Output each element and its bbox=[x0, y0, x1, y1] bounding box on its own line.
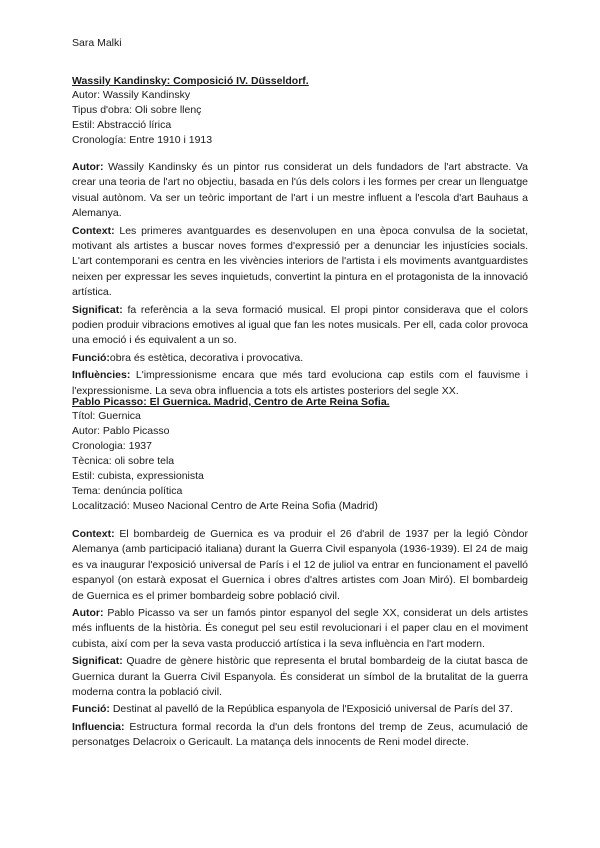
meta-style: Estil: cubista, expressionista bbox=[72, 470, 204, 482]
work-title: Wassily Kandinsky: Composició IV. Düsseldorf. bbox=[72, 75, 309, 87]
paragraph-meaning bbox=[72, 303, 528, 349]
label: Funció: bbox=[72, 351, 110, 364]
meta-theme: Tema: denúncia política bbox=[72, 485, 183, 497]
paragraph-meaning bbox=[72, 654, 528, 700]
meta-location: Localització: Museo Nacional Centro de Arte Reina Sofia (Madrid) bbox=[72, 500, 378, 512]
label: Autor: bbox=[72, 607, 104, 620]
meta-author: Autor: Wassily Kandinsky bbox=[72, 89, 191, 101]
section-kandinsky bbox=[72, 74, 528, 401]
section-picasso bbox=[72, 395, 528, 753]
paragraph-author bbox=[72, 160, 528, 222]
label: Influències: bbox=[72, 369, 131, 382]
meta-author: Autor: Pablo Picasso bbox=[72, 425, 170, 437]
label: Context: bbox=[72, 528, 115, 540]
paragraph-function bbox=[72, 351, 528, 366]
text: L'impressionisme encara que més tard evoluciona cap estils com el fauvisme i l'expressionisme. La seva obra influencia a tots els artistes posteriors del segle XX. bbox=[72, 369, 528, 397]
meta-chronology: Cronología: Entre 1910 i 1913 bbox=[72, 134, 213, 146]
text: obra és estètica, decorativa i provocativa. bbox=[109, 351, 304, 364]
text: fa referència a la seva formació musical. El propi pintor considerava que el colors podien produir vibracions emotives al igual que fan les notes musicals. Per ell, cada color provoca una emoció i és equivalent a un so. bbox=[72, 303, 528, 347]
text: El bombardeig de Guernica es va produir el 26 d'abril de 1937 per la legió Còndor Alemanya (amb participació italiana) durant la Guerra Civil espanyola (1936-1939). El 24 de maig es va inaugurar l'exposició universal de París i el 12 de juliol va entrar en funcionament el pavelló espanyol (on estarà exposat el Guernica i obres d'altres artistes com Joan Miró). El bombardeig de Guernica es el primer bombardeig sobre població civil. bbox=[72, 528, 528, 602]
paragraph-function bbox=[72, 702, 528, 717]
text: Estructura formal recorda la d'un dels frontons del tremp de Zeus, acumulació de personatges Delacroix o Gericault. La matança dels innocents de Reni model directe. bbox=[72, 720, 528, 749]
label: Significat: bbox=[72, 655, 123, 668]
label: Influencia: bbox=[72, 720, 125, 733]
meta-chronology: Cronologia: 1937 bbox=[72, 440, 152, 452]
label: Significat: bbox=[72, 303, 123, 316]
meta-title: Títol: Guernica bbox=[72, 410, 141, 422]
paragraph-context bbox=[72, 527, 528, 604]
meta-technique: Tècnica: oli sobre tela bbox=[72, 455, 175, 467]
text: Pablo Picasso va ser un famós pintor espanyol del segle XX, considerat un dels artistes més influents de la història. És conegut pel seu estil revolucionari i el paper clau en el moviment cubista, així com per la seva vasta producció artística i la seva influència en l'art modern. bbox=[72, 607, 528, 650]
label: Autor: bbox=[72, 161, 104, 173]
text: Wassily Kandinsky és un pintor rus considerat un dels fundadors de l'art abstracte. Va crear una teoria de l'art no objectiu, basada en l'ús dels colors i les formes per crear un llenguatge visual autònom. Va ser un teòric important de l'art i un mestre influent a l'escola d'art Bauhaus a Alemanya. bbox=[72, 161, 528, 220]
text: Destinat al pavelló de la República espanyola de l'Exposició universal de París del 37. bbox=[109, 703, 513, 716]
meta-type: Tipus d'obra: Oli sobre llenç bbox=[72, 104, 202, 116]
work-title: Pablo Picasso: El Guernica. Madrid, Centro de Arte Reina Sofia. bbox=[72, 396, 390, 408]
meta-style: Estil: Abstracció lírica bbox=[72, 119, 172, 131]
text: Les primeres avantguardes es desenvolupen en una època convulsa de la societat, motivant als artistes a buscar noves formes d'expressió per a denunciar les injustícies socials. L'art contemporani es centra en les vivències interiors de l'artista i els moviments avantguardistes neixen per expressar les seves inquietuds, convertint la pintura en el protagonista de la innovació artística. bbox=[72, 224, 528, 299]
author-name: Sara Malki bbox=[72, 37, 122, 49]
text: Quadre de gènere històric que representa el brutal bombardeig de la ciutat basca de Guernica durant la Guerra Civil Espanyola. És considerat un símbol de la brutalitat de la guerra moderna contra la població civil. bbox=[72, 655, 528, 699]
label: Funció: bbox=[72, 703, 110, 716]
paragraph-influence bbox=[72, 720, 528, 751]
paragraph-context bbox=[72, 224, 528, 301]
label: Context: bbox=[72, 224, 115, 237]
paragraph-author bbox=[72, 606, 528, 652]
